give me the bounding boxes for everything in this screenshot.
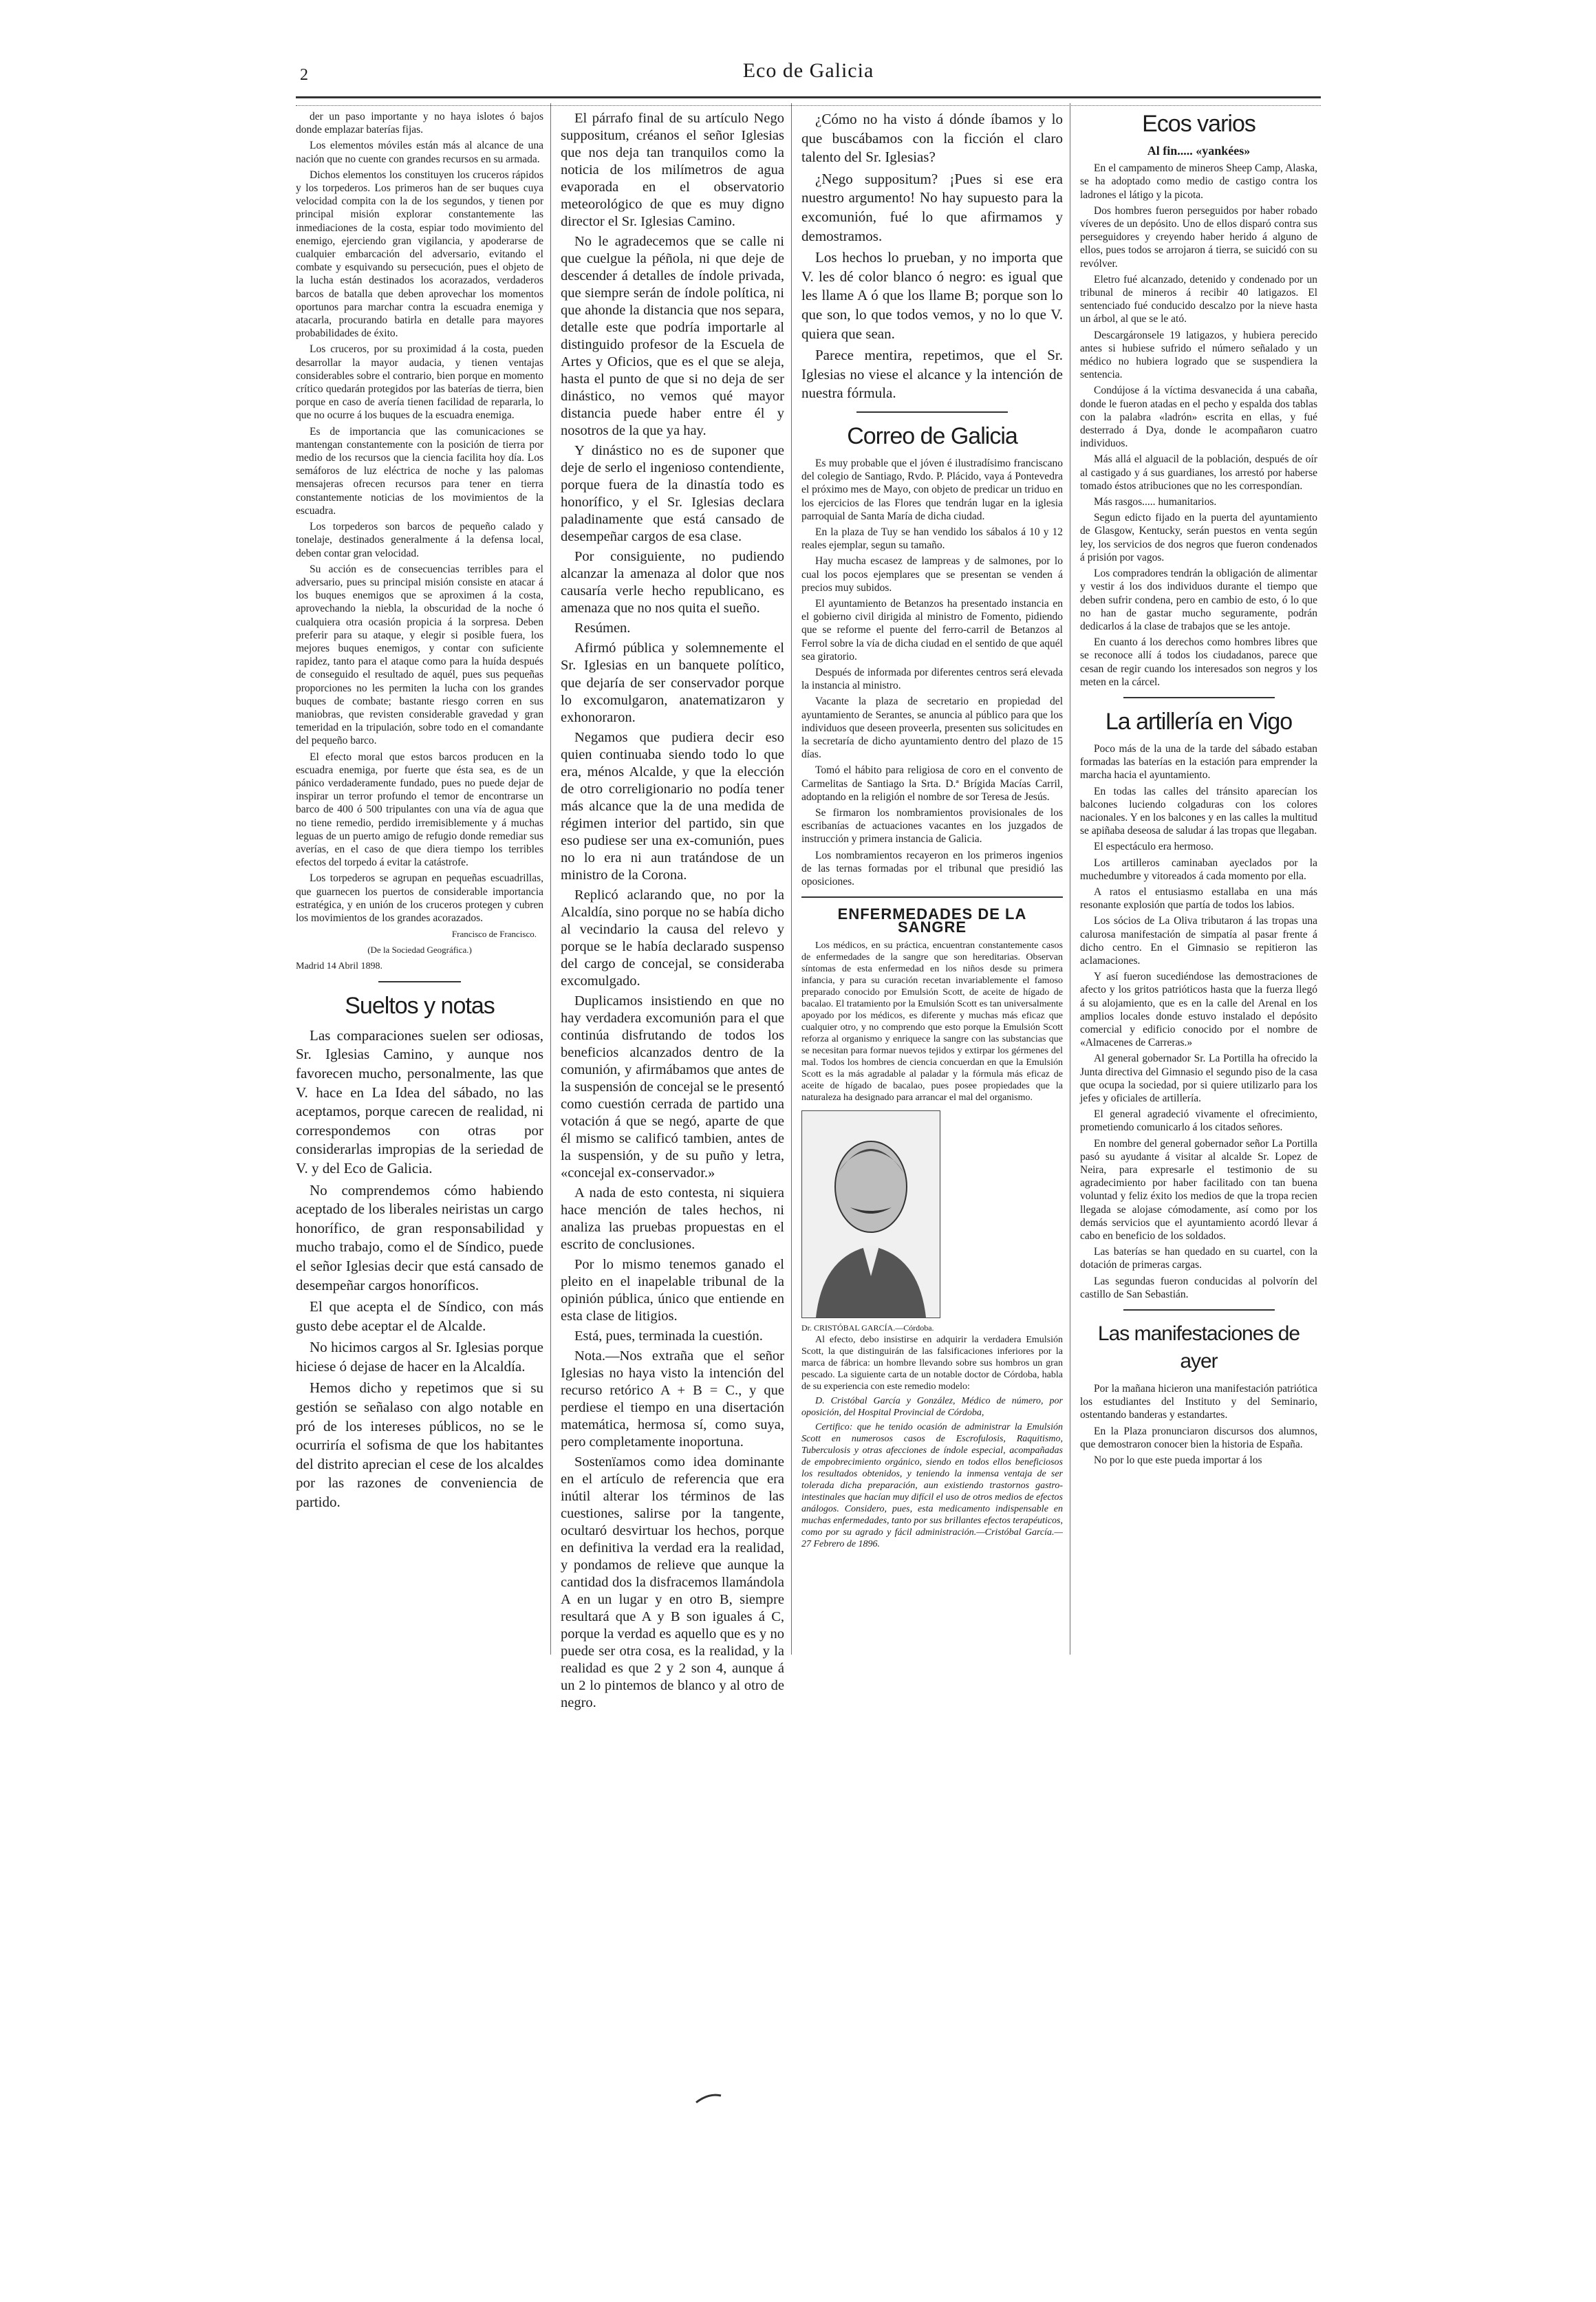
scan-smudge [695, 2091, 722, 2105]
ecos-item: Los compradores tendrán la obligación de alimentar y vestir á los dos individuos durante el tiempo que deben sufrir condena, pero en cambio de esto, ó lo que no han de gastar mucho seguramente, podrán dedicarlos á la clase de trabajos que se les antoje. [1080, 568, 1317, 632]
paragraph: Los hechos lo prueban, y no importa que V. les dé color blanco ó negro: es igual que les llame A ó que los llame B; porque son lo que son, lo que todos vemos, y no lo que V. quiera que sean. [801, 249, 1063, 342]
section-rule [1123, 1309, 1275, 1311]
ecos-item: Eletro fué alcanzado, detenido y condenado por un tribunal de mineros á recibir 40 latigazos. El sentenciado fué conducido descalzo por la nieve hasta un árbol, al que se le ató. [1080, 273, 1317, 325]
correo-item: Hay mucha escasez de lampreas y de salmones, por lo cual los pocos ejemplares que se presentan se venden á precios muy subidos. [801, 555, 1063, 594]
ecos-item: Descargáronsele 19 latigazos, y hubiera perecido antes si hubiese sufrido el número señalado y un médico no hubiera logrado que se suspendiera la sentencia. [1080, 329, 1317, 381]
artilleria-item: Las segundas fueron conducidas al polvorín del castillo de San Sebastián. [1080, 1275, 1317, 1300]
section-title-correo: Correo de Galicia [847, 422, 1017, 449]
masthead [296, 56, 1321, 98]
column-divider [791, 103, 792, 1655]
artilleria-item: Los sócios de La Oliva tributaron á las tropas una calurosa manifestación de simpatía al pasar frente á dicho centro. En el Gimnasio se repitieron las aclamaciones. [1080, 915, 1317, 967]
correo-item: Tomó el hábito para religiosa de coro en el convento de Carmelitas de Santiago la Srta. D.ª Brígida Macías Carril, adoptando en la religión el nombre de sor Teresa de Jesús. [801, 764, 1063, 803]
ad-title: ENFERMEDADES DE LA SANGRE [837, 905, 1027, 936]
suelto-paragraph: No comprendemos cómo habiendo aceptado de los liberales neiristas un cargo honorífico, de gran responsabilidad y mucho trabajo, como el de Síndico, puede el señor Iglesias decir que está cansado de desempeñar cargos honoríficos. [296, 1181, 543, 1293]
manifestaciones-item: Por la mañana hicieron una manifestación patriótica los estudiantes del Instituto y del Seminario, ostentando banderas y estandartes. [1080, 1383, 1317, 1421]
artilleria-item: En todas las calles del tránsito aparecían los balcones luciendo colgaduras con los colores nacionales. Y en los balcones y en las calles la multitud se apiñaba deseosa de saludar á las tropas que llegaban. [1080, 785, 1317, 837]
artilleria-item: A ratos el entusiasmo estallaba en una más resonante explosión que partía de todos los labios. [1080, 885, 1317, 912]
paragraph: Nota.—Nos extraña que el señor Iglesias no haya visto la intención del recurso retórico A + B = C., y que perdiese el tiempo en una disertación matemática, hermosa sí, como suya, pero completamente inoportuna. [561, 1348, 784, 1450]
paragraph: Los cruceros, por su proximidad á la costa, pueden desarrollar la mayor audacia, y tienen ventajas considerables sobre el contrario, bien porque en momento crítico quedarán protegidos por las baterías de tierra, bien porque en caso de avería tienen facilidad de repararla, lo que no ocurre á los buques de la escuadra enemiga. [296, 343, 543, 422]
paragraph: Los torpederos se agrupan en pequeñas escuadrillas, que guarnecen los puertos de considerable importancia estratégica, y en unión de los cruceros protegen y cubren los movimientos de los grandes acorazados. [296, 872, 543, 924]
correo-item: Es muy probable que el jóven é ilustradísimo franciscano del colegio de Santiago, Rvdo. P. Plácido, vaya á Pontevedra el próximo mes de Mayo, con objeto de predicar un triduo en los ejercicios de las Flores que tendrán lugar en la iglesia parroquial de Santa María de dicha ciudad. [801, 457, 1063, 522]
manifestaciones-item: En la Plaza pronunciaron discursos dos alumnos, que demostraron conocer bien la historia de España. [1080, 1425, 1317, 1450]
paragraph: El párrafo final de su artículo Nego suppositum, créanos el señor Iglesias que nos deja tan tranquilos como la noticia de los milímetros de agua evaporada en el observatorio meteorológico de que es muy digno director el Sr. Iglesias Camino. [561, 111, 784, 230]
ad-testimony: Certifico: que he tenido ocasión de administrar la Emulsión Scott en numerosos casos de Escrofulosis, Raquitismo, Tuberculosis y otras afecciones de índole especial, acompañadas de empobrecimiento orgánico, siendo en todos ellos beneficiosos los resultados obtenidos, y teniendo la inmensa ventaja de ser tolerada dicha preparación, aun existiendo trastornos gastro-intestinales que hacían muy difícil el uso de otros medios de efectos análogos. Considero, pues, esta medicamento indispensable en muchas enfermedades, tanto por sus brillantes efectos terapéuticos, como por su agrado y fácil administración.—Cristóbal García.—27 Febrero de 1896. [801, 1421, 1063, 1549]
ecos-item: Más rasgos..... humanitarios. [1094, 496, 1217, 508]
correo-list [801, 457, 1063, 888]
paragraph: Afirmó pública y solemnemente el Sr. Iglesias en un banquete político, que dejaría de ser conservador porque lo excomulgaron, anatematizaron y exhonoraron. [561, 641, 784, 725]
paragraph: Los elementos móviles están más al alcance de una nación que no cuente con grandes recursos en su armada. [296, 140, 543, 165]
ecos-list [1080, 162, 1317, 689]
paragraph: No le agradecemos que se calle ni que cuelgue la péñola, ni que deje de descender á detalles de índole privada, que siempre serán de índole política, ni que ahonde la distancia que nos separa, detalle este que podría importarle al distinguido profesor de la Escuela de Artes y Oficios, que es el que se aleja, hasta el punto de que si no deja de ser dinástico, no vemos qué mayor distancia puede haber entre él y nosotros de la que ya hay. [561, 234, 784, 439]
paragraph: Está, pues, terminada la cuestión. [574, 1329, 763, 1344]
column-2 [561, 110, 784, 1714]
correo-item: Los nombramientos recayeron en los primeros ingenios de las ternas formadas por el tribunal que presidió las oposiciones. [801, 849, 1063, 888]
article-naval-defense [296, 110, 543, 925]
paragraph: Por lo mismo tenemos ganado el pleito en el inapelable tribunal de la opinión pública, único que entiende en esta clase de litigios. [561, 1257, 784, 1324]
scott-emulsion-ad [801, 940, 1063, 1550]
paragraph: der un paso importante y no haya islotes ó bajos donde emplazar baterías fijas. [296, 111, 543, 136]
correo-item: Se firmaron los nombramientos provisionales de los escribanías de actuaciones vacantes en los juzgados de instrucción y primera instancia de Galicia. [801, 806, 1063, 846]
artilleria-list [1080, 742, 1317, 1301]
newspaper-title: Eco de Galicia [742, 59, 874, 82]
paragraph: ¿Nego suppositum? ¡Pues si ese era nuestro argumento! No hay supuesto para la excomunión, fué lo que afirmamos y demostramos. [801, 170, 1063, 244]
paragraph: Resúmen. [574, 621, 631, 636]
paragraph: Los torpederos son barcos de pequeño calado y tonelaje, destinados generalmente á la defensa local, deben contar gran velocidad. [296, 521, 543, 559]
paragraph: Sostenïamos como idea dominante en el artículo de referencia que era inútil alterar los términos de las cuestiones, salirse por la tangente, ocultaró desvirtuar los hechos, porque en definitiva la verdad era la realidad, y pondamos de relieve que aunque la cantidad dos la disfracemos llamándola A en un lugar y en otro B, siempre resultará que A y B son iguales á C, porque la verdad es aquello que es y no puede ser otra cosa, es la realidad, y la realidad es que 2 y 2 son 4, aunque á un 2 lo pintemos de blanco y al otro de negro. [561, 1454, 784, 1711]
section-title-manifestaciones: Las manifestaciones de ayer [1097, 1322, 1300, 1373]
ad-body-text: Al efecto, debo insistirse en adquirir la verdadera Emulsión Scott, la que distinguirán de las falsificaciones inferiores por la marca de fábrica: un hombre llevando sobre sus hombros un gran pescado. La siguiente carta de un notable doctor de Córdoba, habla de su experiencia con este remedio modelo: [801, 1334, 1063, 1392]
masthead-rule [296, 96, 1321, 106]
article-continuation [801, 110, 1063, 403]
ecos-item: En el campamento de mineros Sheep Camp, Alaska, se ha adoptado como medio de castigo contra los ladrones el látigo y la picota. [1080, 162, 1317, 201]
paragraph: Su acción es de consecuencias terribles para el adversario, pues su principal misión consiste en atacar á los buques enemigos que se aproximen á la costa, aprovechando la niebla, la obscuridad de la noche ó cualquiera otra ocasión propicia á la sorpresa. Deben preferir para su ataque, y elegir si posible fuera, los mejores buques enemigos, y contar con suficiente rapidez, tanto para el ataque como para la huída después de conseguido el resultado de aquél, pues sus pequeñas proporciones no les permiten la lucha con los grandes buques de combate; bastante riesgo corren en sus maniobras, que revisten considerable gravedad y gran temeridad en la tripulación, sobre todo en el comandante del pequeño barco. [296, 563, 543, 747]
artilleria-item: Los artilleros caminaban ayeclados por la muchedumbre y vitoreados á cada momento por ella. [1080, 857, 1317, 882]
artilleria-item: Las baterías se han quedado en su cuartel, con la dotación de primeras cargas. [1080, 1246, 1317, 1271]
correo-item: Vacante la plaza de secretario en propiedad del ayuntamiento de Serantes, se anuncia al público para que los individuos que deseen proveerla, presenten sus solicitudes en la secretaría de dicho ayuntamiento dentro del plazo de 15 días. [801, 696, 1063, 761]
section-rule [378, 981, 461, 982]
ecos-item: En cuanto á los derechos como hombres libres que se reconoce allí á todos los ciudadanos, parece que cesan de regir cuando los interesados son negros y los meten en la cárcel. [1080, 636, 1317, 688]
manifestaciones-list [1080, 1382, 1317, 1467]
paragraph: Es de importancia que las comunicaciones se mantengan constantemente con la posición de tierra por medio de los recursos que la ciencia facilita hoy día. Los semáforos de luz eléctrica de noche y las palomas mensajeras ofrecen recursos para tener en tierra constantemente noticias de los movimientos de la escuadra. [296, 425, 543, 517]
dateline: Madrid 14 Abril 1898. [296, 960, 382, 971]
paragraph: Negamos que pudiera decir eso quien continuaba siendo todo lo que era, ménos Alcalde, y que la elección de otro correligionario no podía tener más alcance que la de una medida de régimen interior del partido, sin que eso pudiese ser una ex-comunión, pues no lo era ni aun tratándose de un ministro de la Corona. [561, 729, 784, 883]
paragraph: Duplicamos insistiendo en que no hay verdadera excomunión para el que continúa disfrutando de todos los beneficios alcanzados dentro de la comunión, y afirmábamos que antes de la suspensión de concejal se le presentó como cuestión cerrada de partido una votación á que se negó, aparte de que él mismo se calificó tambien, antes de la suspensión, y de su puño y letra, «concejal ex-conservador.» [561, 993, 784, 1181]
correo-item: En la plaza de Tuy se han vendido los sábalos á 10 y 12 reales ejemplar, segun su tamaño. [801, 526, 1063, 552]
suelto-paragraph: No hicimos cargos al Sr. Iglesias porque hiciese ó dejase de hacer en la Alcaldía. [296, 1339, 543, 1375]
suelto-paragraph: Las comparaciones suelen ser odiosas, Sr. Iglesias Camino, y aunque nos favorecen mucho, personalmente, las que V. hace en La Idea del sábado, no las aceptamos, porque carecen de realidad, ni correspondemos con otras por considerarlas impropias de la seriedad de V. y del Eco de Galicia. [296, 1026, 543, 1176]
suelto-paragraph: Hemos dicho y repetimos que si su gestión se señalaso con algo notable en pró de los intereses públicos, no se le ocurriría el sofisma de que los habitantes del distrito aprecian el cese de los alcaldes por las razones de conveniencia de partido. [296, 1379, 543, 1511]
ecos-item: Más allá el alguacil de la población, después de oír al castigado y á sus guardianes, los arrestó por haberse tomado éstos atribuciones que no les correspondían. [1080, 453, 1317, 492]
manifestaciones-item: No por lo que este pueda importar á los [1094, 1454, 1262, 1467]
source-note: (De la Sociedad Geográfica.) [367, 945, 472, 956]
section-title-ecos: Ecos varios [1142, 111, 1255, 137]
article-iglesias-reply [561, 110, 784, 1712]
suelto-paragraph: El que acepta el de Síndico, con más gusto debe aceptar el de Alcalde. [296, 1298, 543, 1334]
artilleria-item: Al general gobernador Sr. La Portilla ha ofrecido la Junta directiva del Gimnasio el segundo piso de la casa que ocupa la sociedad, por si quiere utilizarlo para los jefes y oficiales de artillería. [1080, 1053, 1317, 1104]
portrait-caption: Dr. CRISTÓBAL GARCÍA.—Córdoba. [801, 1322, 934, 1333]
paragraph: Dichos elementos los constituyen los cruceros rápidos y los torpederos. Los primeros han de ser buques cuya velocidad compita con la de los segundos, y tienen por principal misión explorar constantemente las inmediaciones de la costa, espiar todo movimiento del enemigo, ejerciendo gran vigilancia, y apoderarse de cualquier embarcación del adversario, evitando el combate y esquivando su persecución, pues el objeto de la lucha están destinados los acorazados, verdaderos barcos de batalla que deben aprovechar los momentos oportunos para marchar contra la escuadra enemiga y atacarla, procurando batirla en detalle para mayores probabilidades de éxito. [296, 169, 543, 340]
ad-signature: D. Cristóbal García y González, Médico de número, por oposición, del Hospital Provincial de Córdoba, [801, 1395, 1063, 1418]
section-rule [856, 411, 1008, 413]
correo-item: El ayuntamiento de Betanzos ha presentado instancia en el gobierno civil dirigida al ministro de Fomento, pidiendo que se reforme el puente del ferro-carril de Betanzos al Ferrol sobre la vía de dicha ciudad en el sentido de que aquél sea giratorio. [801, 597, 1063, 663]
column-1 [296, 110, 543, 1515]
paragraph: A nada de esto contesta, ni siquiera hace mención de tales hechos, ni analiza las pruebas propuestas en el escrito de conclusiones. [561, 1185, 784, 1252]
paragraph: Y dinástico no es de suponer que deje de serlo el ingenioso contendiente, porque fuera de la dinastía todo es honorífico, y el Sr. Iglesias declara paladinamente que está cansado de desempeñar cargos de esa clase. [561, 443, 784, 545]
paragraph: Por consiguiente, no pudiendo alcanzar la amenaza al dolor que nos causaría verle hecho republicano, es amenaza que no nos quita el sueño. [561, 549, 784, 616]
column-divider [550, 103, 551, 1655]
column-4 [1080, 110, 1317, 1470]
paragraph: Replicó aclarando que, no por la Alcaldía, sino porque no se había dicho al vecindario la causa del relevo y porque se le había declarado suspenso del cargo de concejal, se consideraba excomulgado. [561, 887, 784, 989]
artilleria-item: El espectáculo era hermoso. [1094, 841, 1214, 853]
section-rule [801, 896, 1063, 898]
paragraph: ¿Cómo no ha visto á dónde íbamos y lo que buscábamos con la ficción el claro talento del Sr. Iglesias? [801, 111, 1063, 166]
artilleria-item: Y así fueron sucediéndose las demostraciones de afecto y los gritos patrióticos hasta que la fuerza llegó á su alojamiento, que es en la calle del Arenal en los amplios locales donde estuvo instalado el depósito comercial y edificio conocido por el nombre de «Almacenes de Carreras.» [1080, 971, 1317, 1049]
portrait-illustration [802, 1111, 940, 1317]
sueltos-list [296, 1026, 543, 1512]
section-title-artilleria: La artillería en Vigo [1105, 708, 1293, 735]
portrait-image [801, 1110, 940, 1318]
artilleria-item: Poco más de la una de la tarde del sábado estaban formadas las baterías en la estación para emprender la marcha hacia el ayuntamiento. [1080, 742, 1317, 782]
ecos-item: Condújose á la víctima desvanecida á una cabaña, donde le fueron atadas en el pecho y espalda dos tablas con la palabra «ladrón» escrita en ellas, y fué desterrado á Dya, donde le acompañaron cuatro individuos. [1080, 385, 1317, 450]
correo-item: Después de informada por diferentes centros será elevada la instancia al ministro. [801, 666, 1063, 692]
section-rule [1123, 697, 1275, 698]
artilleria-item: En nombre del general gobernador señor La Portilla pasó su ayudante á visitar al alcalde Sr. Lopez de Neira, para expresarle el testimonio de su agradecimiento por haber facilitado con tan buena voluntad y feliz éxito los medios de que la tropa recien llegada se alojase cómodamente, así como por los demás servicios que el ayuntamiento acordó llevar á cabo en beneficio de los soldados. [1080, 1137, 1317, 1243]
ecos-subhead: Al fin..... «yankées» [1147, 144, 1251, 158]
ad-intro: Los médicos, en su práctica, encuentran constantemente casos de enfermedades de la sangre que son hereditarias. Observan síntomas de esta enfermedad en los niños desde su primera infancia, y para su curación recetan invariablemente el famoso preparado conocido por Emulsión Scott, de aceite de hígado de bacalao. El tratamiento por la Emulsión Scott es tan universalmente apoyado por los médicos, es diferente y muchas más eficaz que cualquier otro, y no comprendo que esto porque la Emulsión Scott reforza al organismo y enriquece la sangre con las substancias que se necesitan para formar nuevos tejidos y extirpar los gérmenes del mal. Todos los hombres de ciencia concuerdan en que la Emulsión Scott es la más agradable al paladar y la fórmula más eficaz de aceite de hígado de bacalao, pues posee propiedades que la naturaleza ha designado para arrancar el mal del organismo. [801, 940, 1063, 1103]
ecos-item: Segun edicto fijado en la puerta del ayuntamiento de Glasgow, Kentucky, serán puestos en venta según ley, los servicios de dos negros que fueron condenados á prisión por vagos. [1080, 512, 1317, 563]
paragraph: El efecto moral que estos barcos producen en la escuadra enemiga, por fuerte que ésta sea, es de un pánico verdaderamente fundado, pues no puede dejar de inspirar un terror profundo el temor de encontrarse un barco de 400 ó 500 tripulantes con una vía de agua que no tiene remedio, perdido irremisiblemente y á muchas leguas de un puerto amigo de refugio donde remediar sus averías, en el caso de que diera tiempo los terribles efectos del torpedo á evitar la catástrofe. [296, 751, 543, 869]
author-signature: Francisco de Francisco. [451, 929, 537, 940]
column-3 [801, 110, 1063, 1553]
page-number: 2 [300, 66, 308, 84]
paragraph: Parece mentira, repetimos, que el Sr. Iglesias no viese el alcance y la intención de nuestra fórmula. [801, 347, 1063, 402]
section-title-sueltos: Sueltos y notas [345, 992, 495, 1019]
ecos-item: Dos hombres fueron perseguidos por haber robado víveres de un depósito. Uno de ellos disparó contra sus perseguidores y creyendo haber herido á alguno de ellos, pues todos se arrojaron á tierra, se suicidó con su revólver. [1080, 204, 1317, 270]
artilleria-item: El general agradeció vivamente el ofrecimiento, prometiendo comunicarlo á los citados señores. [1080, 1108, 1317, 1134]
